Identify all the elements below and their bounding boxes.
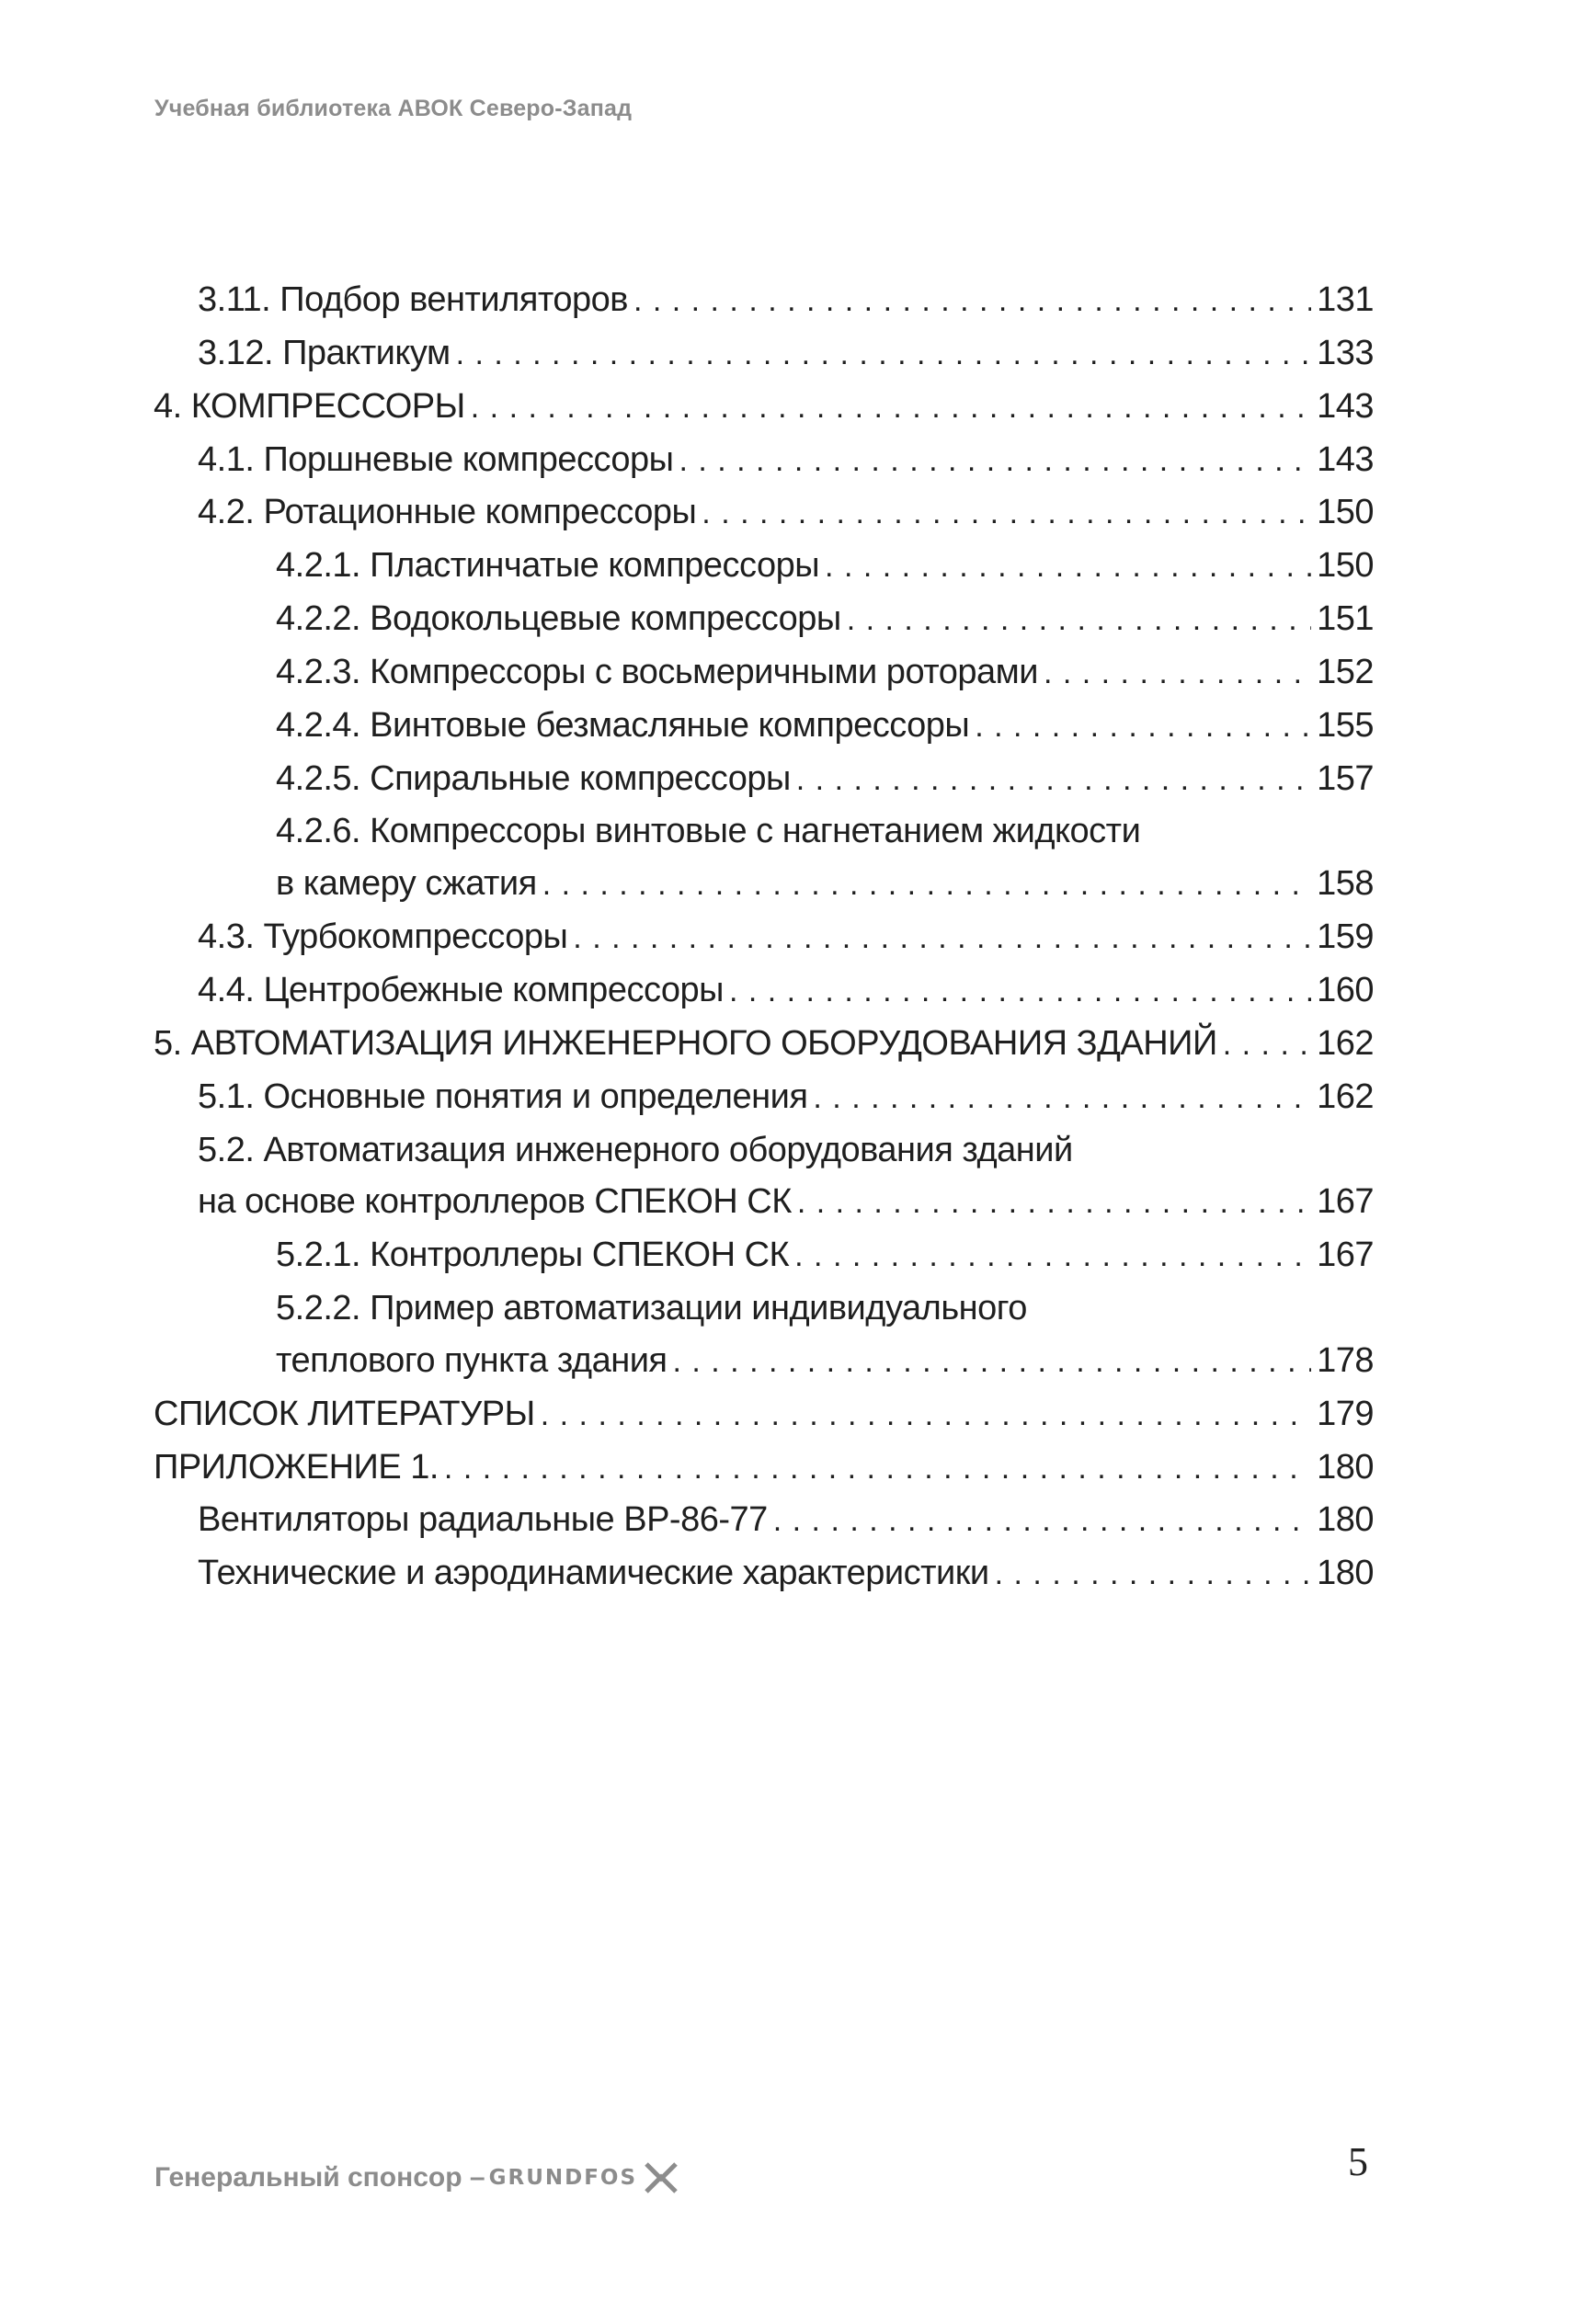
toc-entry-page: 152 <box>1317 652 1374 691</box>
toc-line <box>154 1388 1374 1441</box>
toc-entry <box>154 646 1374 700</box>
toc-entry <box>154 1282 1374 1388</box>
footer-sponsor <box>154 2159 681 2197</box>
toc-entry-title: 4.2.5. Спиральные компрессоры <box>276 758 791 798</box>
toc-entry-page: 155 <box>1317 705 1374 745</box>
dot-leader <box>679 435 1311 487</box>
toc-line <box>154 1018 1374 1071</box>
toc-line <box>154 327 1374 381</box>
sponsor-label: Генеральный спонсор – <box>154 2162 485 2193</box>
toc-entry-page: 180 <box>1317 1447 1374 1487</box>
toc-line <box>154 646 1374 700</box>
dot-leader <box>794 1230 1311 1282</box>
toc-entry-title: 5.2.1. Контроллеры СПЕКОН СК <box>276 1236 790 1275</box>
dot-leader <box>797 1177 1311 1229</box>
toc-entry <box>154 1018 1374 1071</box>
dot-leader <box>995 1548 1311 1601</box>
toc-entry <box>154 1071 1374 1124</box>
toc-entry <box>154 1441 1374 1495</box>
toc-line <box>154 805 1374 858</box>
toc-entry-page: 167 <box>1317 1182 1374 1222</box>
toc-entry <box>154 327 1374 381</box>
toc-entry-title: 3.12. Практикум <box>198 333 451 372</box>
toc-line <box>154 911 1374 964</box>
toc-entry-continuation: на основе контроллеров СПЕКОН СК <box>198 1182 792 1222</box>
dot-leader <box>796 754 1311 806</box>
toc-entry-title: 4. КОМПРЕССОРЫ <box>154 386 465 426</box>
brand-name: GRUNDFOS <box>488 2166 638 2190</box>
toc-entry-page: 158 <box>1317 864 1374 904</box>
toc-entry <box>154 1494 1374 1547</box>
dot-leader <box>975 701 1311 753</box>
grundfos-logo-icon <box>643 2159 681 2197</box>
toc-line <box>154 381 1374 434</box>
dot-leader <box>471 382 1311 434</box>
dot-leader <box>633 275 1311 327</box>
toc-entry-title: 4.1. Поршневые компрессоры <box>198 439 674 479</box>
dot-leader <box>541 1389 1311 1441</box>
toc-line <box>154 1124 1374 1177</box>
page-number: 5 <box>1348 2139 1368 2184</box>
dot-leader <box>456 328 1312 381</box>
toc-line <box>154 964 1374 1018</box>
dot-leader <box>847 594 1311 646</box>
toc-entry-title: Технические и аэродинамические характеристики <box>198 1554 989 1593</box>
toc-entry-title: 4.2.2. Водокольцевые компрессоры <box>276 599 841 639</box>
dot-leader <box>542 859 1311 911</box>
toc-entry-page: 157 <box>1317 758 1374 798</box>
toc-entry <box>154 1124 1374 1230</box>
dot-leader <box>773 1495 1311 1547</box>
toc-line <box>154 753 1374 806</box>
toc-line <box>154 274 1374 327</box>
toc-entry-page: 143 <box>1317 439 1374 479</box>
toc-entry <box>154 911 1374 964</box>
toc-entry-continuation: теплового пункта здания <box>276 1340 668 1380</box>
dot-leader <box>1044 647 1311 700</box>
toc-entry <box>154 1547 1374 1601</box>
toc-line <box>154 858 1374 911</box>
toc-entry-title: 5. АВТОМАТИЗАЦИЯ ИНЖЕНЕРНОГО ОБОРУДОВАНИЯ ЗДАНИЙ <box>154 1023 1217 1063</box>
toc-entry-title: ПРИЛОЖЕНИЕ 1. <box>154 1447 439 1487</box>
toc-line <box>154 593 1374 646</box>
toc-entry-title: 4.2.6. Компрессоры винтовые с нагнетанием жидкости <box>276 812 1141 851</box>
toc-entry <box>154 593 1374 646</box>
toc-entry-title: 4.2.1. Пластинчатые компрессоры <box>276 546 820 586</box>
dot-leader <box>673 1336 1312 1388</box>
toc-entry <box>154 381 1374 434</box>
toc-entry <box>154 486 1374 540</box>
dot-leader <box>813 1072 1311 1124</box>
toc-entry <box>154 1229 1374 1282</box>
toc-entry-title: 4.2. Ротационные компрессоры <box>198 493 697 532</box>
toc-entry-title: 5.1. Основные понятия и определения <box>198 1077 808 1116</box>
dot-leader <box>825 541 1311 593</box>
dot-leader <box>702 487 1311 540</box>
table-of-contents <box>154 274 1374 1601</box>
toc-entry-page: 143 <box>1317 386 1374 426</box>
toc-entry-title: 4.2.4. Винтовые безмасляные компрессоры <box>276 705 970 745</box>
toc-line <box>154 1494 1374 1547</box>
toc-entry <box>154 1388 1374 1441</box>
running-header: Учебная библиотека АВОК Северо-Запад <box>154 96 633 121</box>
toc-line <box>154 1335 1374 1388</box>
toc-entry-page: 133 <box>1317 333 1374 372</box>
toc-entry-title: 5.2.2. Пример автоматизации индивидуального <box>276 1289 1027 1328</box>
toc-line <box>154 1229 1374 1282</box>
toc-entry-page: 150 <box>1317 546 1374 586</box>
toc-entry-title: 3.11. Подбор вентиляторов <box>198 280 628 319</box>
toc-entry-page: 167 <box>1317 1236 1374 1275</box>
toc-line <box>154 486 1374 540</box>
dot-leader <box>573 912 1311 964</box>
toc-line <box>154 700 1374 753</box>
toc-entry-title: 4.3. Турбокомпрессоры <box>198 917 568 957</box>
toc-line <box>154 540 1374 593</box>
toc-entry-title: Вентиляторы радиальные ВР-86-77 <box>198 1500 768 1540</box>
toc-line <box>154 1547 1374 1601</box>
toc-entry-page: 178 <box>1317 1340 1374 1380</box>
dot-leader <box>1223 1019 1311 1071</box>
toc-entry <box>154 274 1374 327</box>
toc-entry-page: 160 <box>1317 970 1374 1009</box>
toc-entry <box>154 700 1374 753</box>
toc-entry-page: 151 <box>1317 599 1374 639</box>
toc-entry-title: 4.4. Центробежные компрессоры <box>198 970 724 1009</box>
toc-entry <box>154 434 1374 487</box>
toc-line <box>154 1176 1374 1229</box>
toc-entry-page: 131 <box>1317 280 1374 319</box>
toc-entry-title: СПИСОК ЛИТЕРАТУРЫ <box>154 1394 535 1433</box>
toc-entry-continuation: в камеру сжатия <box>276 864 537 904</box>
toc-entry-page: 150 <box>1317 493 1374 532</box>
toc-entry <box>154 805 1374 911</box>
toc-line <box>154 434 1374 487</box>
dot-leader <box>444 1442 1311 1495</box>
toc-entry-page: 159 <box>1317 917 1374 957</box>
toc-entry <box>154 964 1374 1018</box>
toc-entry-title: 4.2.3. Компрессоры с восьмеричными роторами <box>276 652 1038 691</box>
toc-entry-page: 162 <box>1317 1077 1374 1116</box>
toc-entry-title: 5.2. Автоматизация инженерного оборудования зданий <box>198 1130 1073 1169</box>
toc-line <box>154 1282 1374 1335</box>
toc-line <box>154 1441 1374 1495</box>
toc-entry-page: 180 <box>1317 1554 1374 1593</box>
dot-leader <box>729 965 1311 1018</box>
toc-entry-page: 162 <box>1317 1023 1374 1063</box>
toc-entry <box>154 753 1374 806</box>
toc-entry-page: 180 <box>1317 1500 1374 1540</box>
toc-entry <box>154 540 1374 593</box>
toc-line <box>154 1071 1374 1124</box>
toc-entry-page: 179 <box>1317 1394 1374 1433</box>
